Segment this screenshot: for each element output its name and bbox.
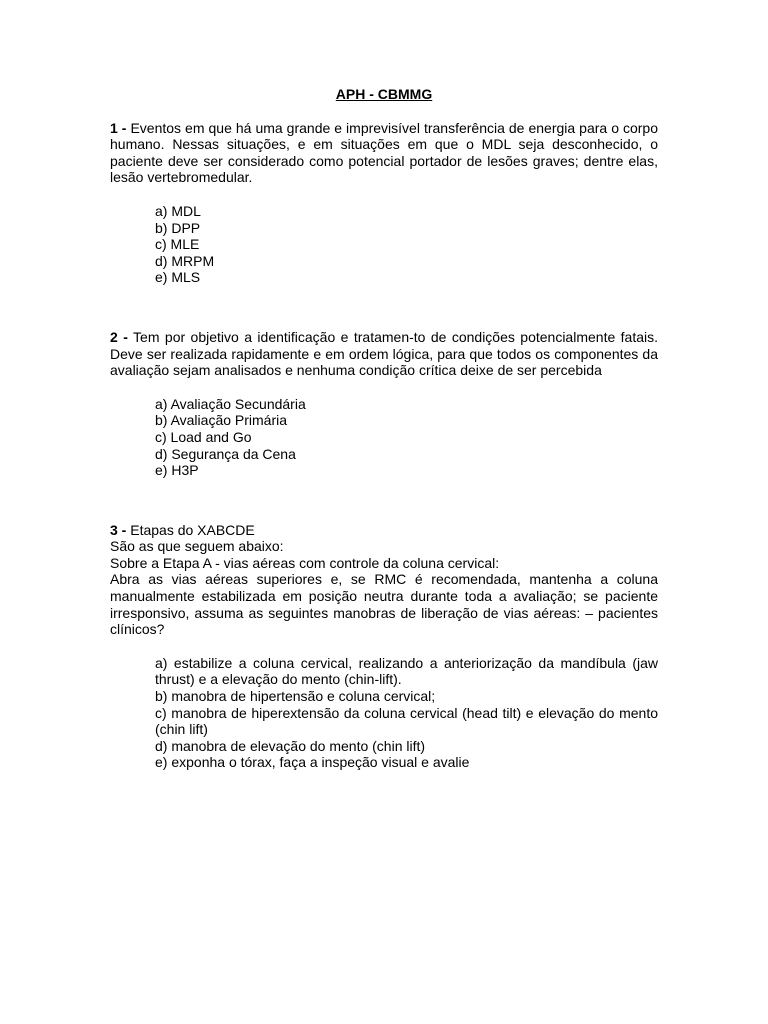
question-1-number: 1 - bbox=[110, 119, 127, 136]
option-item: a) MDL bbox=[155, 202, 201, 219]
option-item: e) H3P bbox=[155, 462, 199, 479]
option-item: c) MLE bbox=[155, 236, 200, 253]
question-3 bbox=[110, 522, 658, 771]
option-item: d) Segurança da Cena bbox=[155, 445, 296, 462]
question-3-line: Abra as vias aéreas superiores e, se RMC é recomendada, mantenha a coluna manualmente estabilizada em posição neutra durante toda a avaliação; se paciente irresponsivo, assuma as seguintes manobras de liberação de vias aéreas: – pacientes clínicos? bbox=[110, 571, 658, 638]
question-1-statement bbox=[110, 120, 658, 186]
option-item: e) MLS bbox=[155, 269, 201, 286]
question-1 bbox=[110, 120, 658, 286]
option-item: b) DPP bbox=[155, 219, 201, 236]
option-item: a) estabilize a coluna cervical, realizando a anteriorização da mandíbula (jaw thrust) e a elevação do mento (chin-lift). bbox=[155, 654, 658, 688]
question-2-statement bbox=[110, 329, 658, 379]
option-item: d) MRPM bbox=[155, 252, 215, 269]
document-page bbox=[110, 86, 658, 771]
question-3-options bbox=[110, 655, 658, 771]
question-3-statement bbox=[110, 522, 658, 539]
question-3-line: Sobre a Etapa A - vias aéreas com controle da coluna cervical: bbox=[110, 554, 500, 571]
option-item: c) manobra de hiperextensão da coluna cervical (head tilt) e elevação do mento (chin lift) bbox=[155, 704, 658, 738]
question-3-text: Etapas do XABCDE bbox=[130, 521, 255, 538]
question-3-line: São as que seguem abaixo: bbox=[110, 538, 284, 555]
question-2 bbox=[110, 329, 658, 479]
question-2-text: Tem por objetivo a identificação e tratamen-to de condições potencialmente fatais. Deve ser realizada rapidamente e em ordem lógica, para que todos os componentes da avaliação sejam analisados e nenhuma condição crítica deixe de ser percebida bbox=[110, 328, 659, 379]
question-2-number: 2 - bbox=[110, 328, 128, 345]
question-1-text: Eventos em que há uma grande e imprevisível transferência de energia para o corpo humano. Nessas situações, e em situações em que o MDL seja desconhecido, o paciente deve ser considerado como potencial portador de lesões graves; dentre elas, lesão vertebromedular. bbox=[110, 119, 658, 186]
option-item: c) Load and Go bbox=[155, 428, 252, 445]
page-title: APH - CBMMG bbox=[335, 86, 433, 102]
option-item: a) Avaliação Secundária bbox=[155, 395, 306, 412]
question-2-options bbox=[110, 396, 658, 479]
option-item: d) manobra de elevação do mento (chin lift) bbox=[155, 737, 426, 754]
question-1-options bbox=[110, 203, 658, 286]
question-3-number: 3 - bbox=[110, 521, 127, 538]
option-item: b) Avaliação Primária bbox=[155, 412, 288, 429]
option-item: b) manobra de hipertensão e coluna cervical; bbox=[155, 688, 436, 705]
option-item: e) exponha o tórax, faça a inspeção visual e avalie bbox=[155, 754, 470, 771]
